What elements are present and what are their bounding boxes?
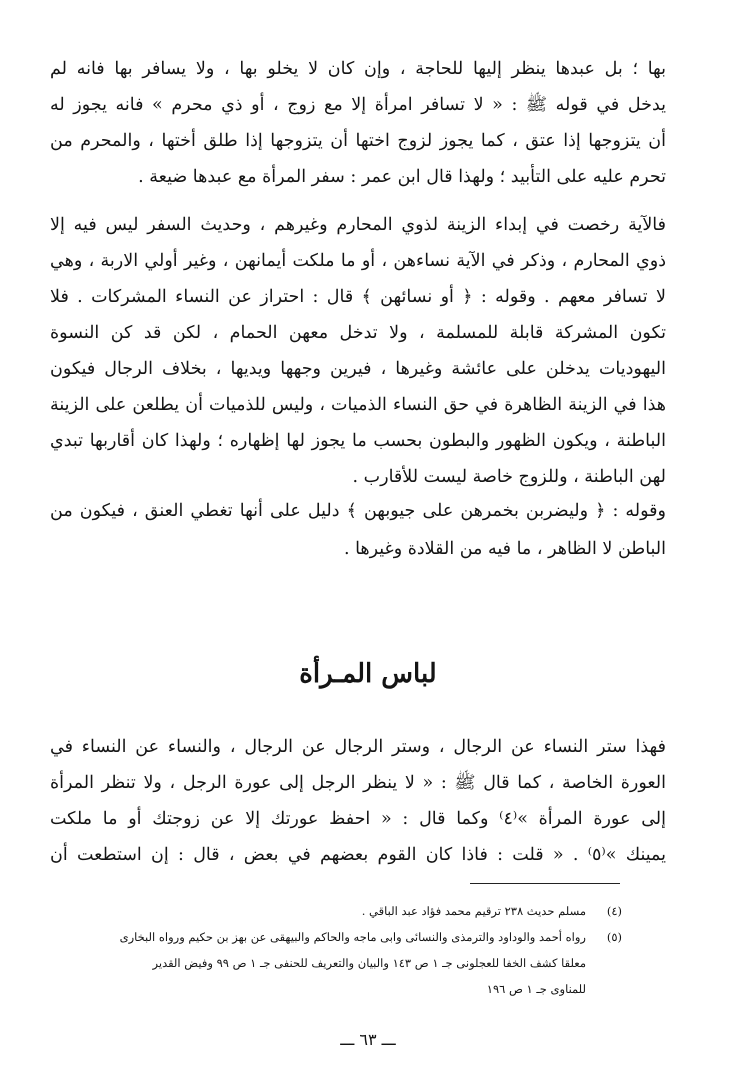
paragraph-3-line-2: الباطن لا الظاهر ، ما فيه من القلادة وغيرها .	[343, 539, 666, 559]
section-title: لباس المـرأة	[299, 659, 437, 689]
page-number: ـــ ٦٣ ـــ	[340, 1030, 396, 1049]
paragraph-4-line-4: يمينك »⁽٥⁾ . « قلت : فاذا كان القوم بعضهم في بعض ، قال : إن استطعت أن	[50, 845, 666, 865]
paragraph-2-line-7: الباطنة ، ويكون الظهور والبطون بحسب ما يجوز لها إظهاره ؛ ولهذا كان أقاربها تبدي	[50, 431, 666, 451]
paragraph-4-line-1: فهذا ستر النساء عن الرجال ، وستر الرجال عن الرجال ، والنساء عن النساء في	[50, 737, 666, 757]
footnote-separator	[470, 883, 620, 884]
footnote-4-text: مسلم حديث ٢٣٨ ترقيم محمد فؤاد عبد الباقي .	[361, 904, 586, 918]
footnote-5-line-3: للمناوى جـ ١ ص ١٩٦	[486, 982, 586, 996]
paragraph-2-line-6: هذا في الزينة الظاهرة في حق النساء الذميات ، وليس للذميات أن يطلعن على الزينة	[50, 395, 666, 415]
paragraph-1-line-2: يدخل في قوله ﷺ : « لا تسافر امرأة إلا مع زوج ، أو ذي محرم » فانه يجوز له	[50, 95, 666, 115]
paragraph-1-line-4: تحرم عليه على التأبيد ؛ ولهذا قال ابن عمر : سفر المرأة مع عبدها ضيعة .	[138, 167, 666, 187]
footnote-5-line-2: معلقا كشف الخفا للعجلونى جـ ١ ص ١٤٣ والبيان والتعريف للحنفى جـ ١ ص ٩٩ وفيض القدير	[152, 956, 586, 970]
paragraph-2-line-8: لهن الباطنة ، وللزوج خاصة ليست للأقارب .	[352, 467, 666, 487]
paragraph-1-line-1: بها ؛ بل عبدها ينظر إليها للحاجة ، وإن كان لا يخلو بها ، ولا يسافر بها فانه لم	[50, 59, 666, 79]
paragraph-2-line-4: تكون المشركة قابلة للمسلمة ، ولا تدخل معهن الحمام ، لكن قد كن النسوة	[50, 323, 666, 343]
footnote-4-number: (٤)	[606, 904, 622, 918]
paragraph-2-line-2: ذوي المحارم ، وذكر في الآية نساءهن ، أو ما ملكت أيمانهن ، وغير أولي الاربة ، وهي	[50, 251, 666, 271]
paragraph-2-line-1: فالآية رخصت في إبداء الزينة لذوي المحارم وغيرهم ، وحديث السفر ليس فيه إلا	[50, 215, 666, 235]
paragraph-4-line-2: العورة الخاصة ، كما قال ﷺ : « لا ينظر الرجل إلى عورة الرجل ، ولا تنظر المرأة	[50, 773, 666, 793]
footnote-5-number: (٥)	[606, 930, 622, 944]
paragraph-3-line-1: وقوله : ﴿ وليضربن بخمرهن على جيوبهن ﴾ دليل على أنها تغطي العنق ، فيكون من	[50, 501, 666, 521]
paragraph-2-line-5: اليهوديات يدخلن على عائشة وغيرها ، فيرين وجهها ويديها ، بخلاف الرجال فيكون	[50, 359, 666, 379]
paragraph-2-line-3: لا تسافر معهم . وقوله : ﴿ أو نسائهن ﴾ قال : احتراز عن النساء المشركات . فلا	[50, 287, 666, 307]
paragraph-1-line-3: أن يتزوجها إذا عتق ، كما يجوز لزوج اختها أن يتزوجها إذا طلق أختها ، والمحرم من	[50, 131, 666, 151]
paragraph-4-line-3: إلى عورة المرأة »⁽٤⁾ وكما قال : « احفظ عورتك إلا عن زوجتك أو ما ملكت	[50, 809, 666, 829]
footnote-5-line-1: رواه أحمد والوداود والترمذى والنسائى وابى ماجه والحاكم والبيهقى عن بهز بن حكيم ورواه البخارى	[119, 930, 586, 944]
